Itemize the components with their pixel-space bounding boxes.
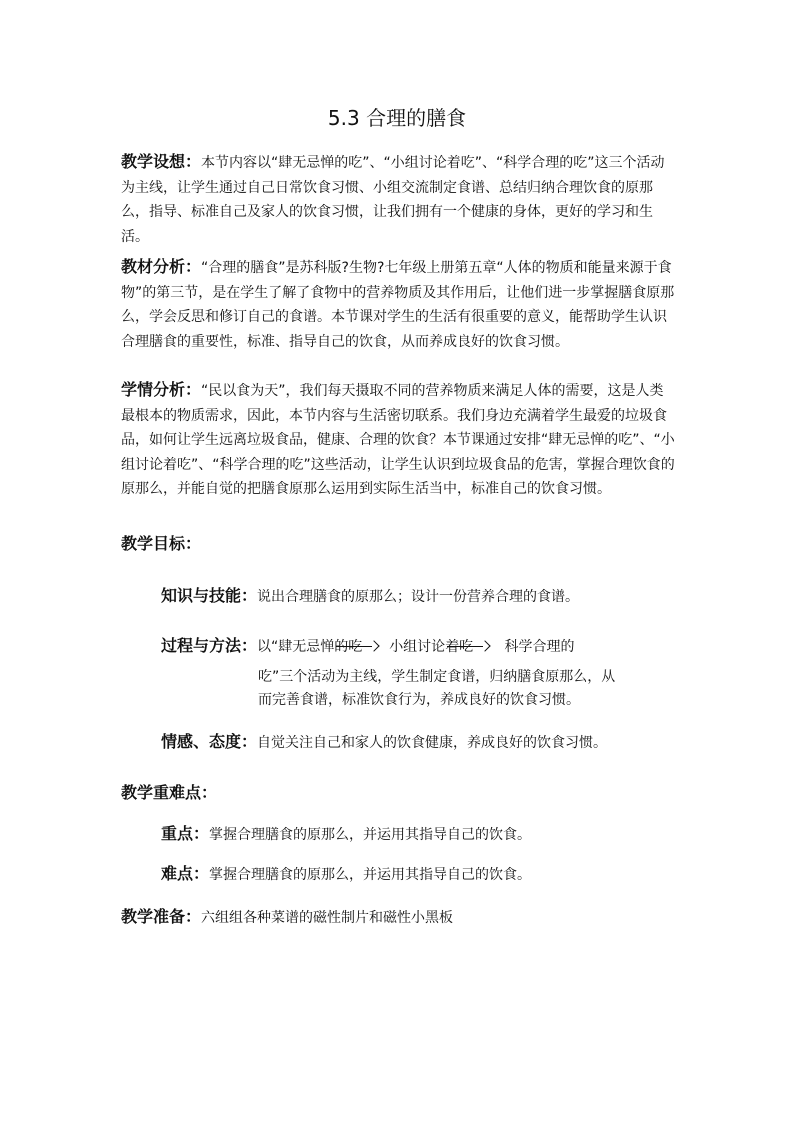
focus-point-line bbox=[161, 822, 531, 847]
teaching-preparation-line bbox=[121, 905, 453, 930]
teaching-preparation-label: 教学准备： bbox=[121, 907, 202, 926]
process-method-line-3: 而完善食谱，标准饮食行为，养成良好的饮食习惯。 bbox=[258, 692, 580, 708]
teaching-goals-heading: 教学目标： bbox=[121, 534, 202, 553]
learner-analysis-label: 学情分析： bbox=[121, 380, 202, 399]
process-method-line-2: 吃”三个活动为主线，学生制定食谱，归纳膳食原那么，从 bbox=[258, 669, 616, 685]
teaching-preparation-text: 六组组各种菜谱的磁性制片和磁性小黑板 bbox=[201, 910, 454, 926]
teaching-design-paragraph bbox=[121, 150, 676, 249]
learner-analysis-paragraph bbox=[121, 378, 676, 502]
key-difficult-heading: 教学重难点： bbox=[121, 783, 218, 802]
emotion-attitude-text: 自觉关注自己和家人的饮食健康，养成良好的饮食习惯。 bbox=[257, 735, 608, 751]
difficult-point-text: 掌握合理膳食的原那么，并运用其指导自己的饮食。 bbox=[209, 867, 532, 883]
process-method-line bbox=[161, 634, 575, 659]
teaching-design-label: 教学设想： bbox=[121, 152, 202, 171]
difficult-point-line bbox=[161, 862, 531, 887]
process-method-segment-2: 小组讨论着吃 bbox=[389, 639, 474, 655]
knowledge-skills-text: 说出合理膳食的原那么；设计一份营养合理的食谱。 bbox=[257, 589, 580, 605]
process-method-label: 过程与方法： bbox=[161, 636, 258, 655]
process-method-segment-3: 科学合理的 bbox=[504, 639, 575, 655]
focus-point-text: 掌握合理膳食的原那么，并运用其指导自己的饮食。 bbox=[209, 827, 532, 843]
material-analysis-paragraph bbox=[121, 255, 676, 354]
emotion-attitude-line bbox=[161, 730, 607, 755]
knowledge-skills-line bbox=[161, 584, 579, 609]
learner-analysis-text: “民以食为天”，我们每天摄取不同的营养物质来满足人体的需要，这是人类最根本的物质需求，因此，本节内容与生活密切联系。我们身边充满着学生最爱的垃圾食品，如何让学生远离垃圾食品，健康、合理的饮食？本节课通过安排“肆无忌惮的吃”、“小组讨论着吃”、“科学合理的吃”这些活动，让学生认识到垃圾食品的危害，掌握合理饮食的原那么，并能自觉的把膳食原那么运用到实际生活当中，标准自己的饮食习惯。 bbox=[121, 383, 675, 497]
process-method-segment-1: 以“肆无忌惮的吃 bbox=[257, 639, 363, 655]
knowledge-skills-label: 知识与技能： bbox=[161, 586, 258, 605]
page-title: 5.3 合理的膳食 bbox=[327, 106, 467, 130]
teaching-design-text: 本节内容以“肆无忌惮的吃”、“小组讨论着吃”、“科学合理的吃”这三个活动为主线，让学生通过自己日常饮食习惯、小组交流制定食谱、总结归纳合理饮食的原那么，指导、标准自己及家人的饮食习惯，让我们拥有一个健康的身体，更好的学习和生活。 bbox=[121, 155, 665, 245]
difficult-point-label: 难点： bbox=[161, 864, 210, 883]
material-analysis-label: 教材分析： bbox=[121, 257, 202, 276]
focus-point-label: 重点： bbox=[161, 824, 210, 843]
emotion-attitude-label: 情感、态度： bbox=[161, 732, 258, 751]
material-analysis-text: “合理的膳食”是苏科版?生物?七年级上册第五章“人体的物质和能量来源于食物”的第三节，是在学生了解了食物中的营养物质及其作用后，让他们进一步掌握膳食原那么，学会反思和修订自己的食谱。本节课对学生的生活有很重要的意义，能帮助学生认识合理膳食的重要性，标准、指导自己的饮食，从而养成良好的饮食习惯。 bbox=[121, 260, 675, 350]
